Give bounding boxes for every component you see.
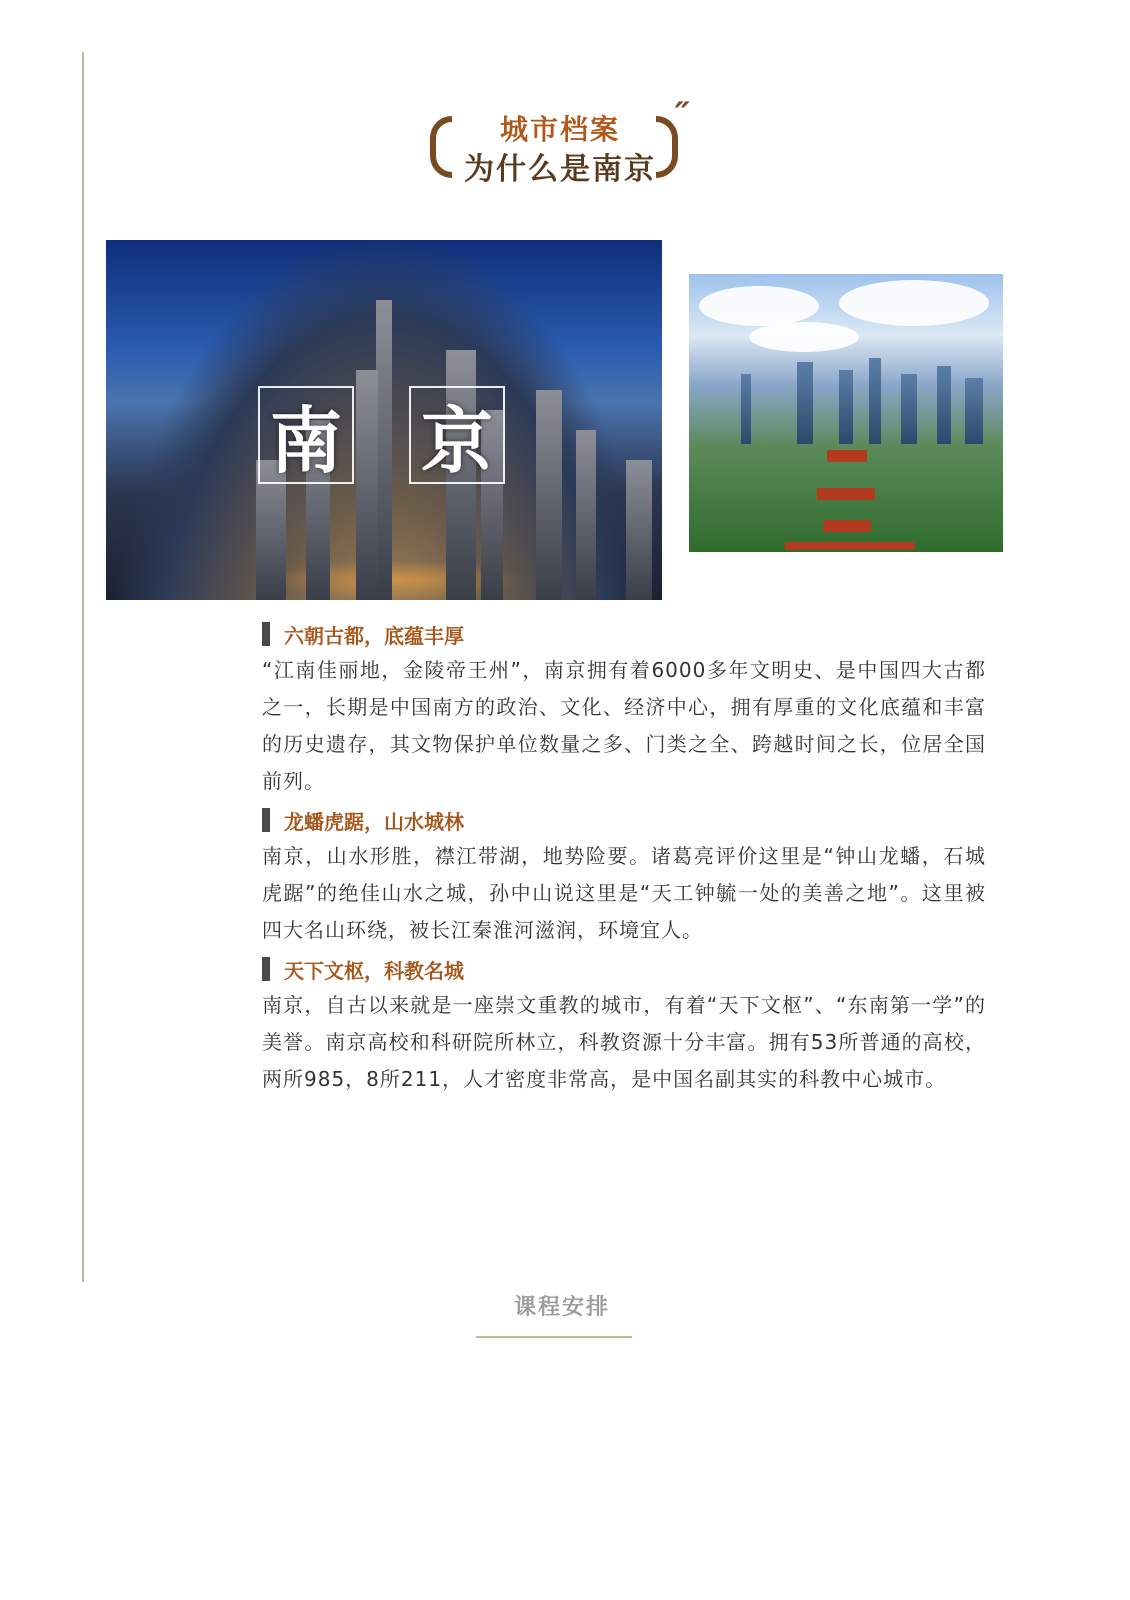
skyscraper xyxy=(741,374,751,444)
left-margin-rule xyxy=(82,52,84,1282)
section-body: “江南佳丽地，金陵帝王州”，南京拥有着6000多年文明史、是中国四大古都之一，长期是中国南方的政治、文化、经济中心，拥有厚重的文化底蕴和丰富的历史遗存，其文物保护单位数量之多、门类之全、跨越时间之长，位居全国前列。 xyxy=(262,658,986,793)
nanjing-daytime-skyline-photo xyxy=(689,274,1003,552)
tower xyxy=(376,300,392,600)
temple-roof xyxy=(817,488,875,500)
skyscraper xyxy=(937,366,951,444)
section-heading xyxy=(262,802,986,838)
heading-bar-icon xyxy=(262,622,270,646)
title-block xyxy=(430,95,690,188)
tower xyxy=(536,390,562,600)
quote-ornament: ″ xyxy=(674,95,690,135)
cloud xyxy=(699,286,819,326)
section-heading xyxy=(262,951,986,987)
cloud xyxy=(749,322,859,352)
skyscraper xyxy=(839,370,853,444)
overlay-char-nan: 南 xyxy=(258,386,354,484)
temple-roof xyxy=(827,450,867,462)
temple-wall xyxy=(785,542,915,550)
footer-label: 课程安排 xyxy=(513,1295,610,1320)
footer-underline xyxy=(476,1336,632,1338)
section-body: 南京，山水形胜，襟江带湖，地势险要。诸葛亮评价这里是“钟山龙蟠，石城虎踞”的绝佳山水之城，孙中山说这里是“天工钟毓一处的美善之地”。这里被四大名山环绕，被长江秦淮河滋润，环境宜人。 xyxy=(262,844,986,942)
cloud xyxy=(839,280,989,326)
title-city-archive: 城市档案 xyxy=(499,113,620,146)
heading-bar-icon xyxy=(262,957,270,981)
overlay-char-jing: 京 xyxy=(409,386,505,484)
tower xyxy=(626,460,652,600)
nanjing-night-aerial-photo xyxy=(106,240,662,600)
skyscraper xyxy=(965,378,983,444)
section-heading-text: 六朝古都，底蕴丰厚 xyxy=(284,623,464,648)
temple-roof xyxy=(823,520,871,532)
article-content xyxy=(262,616,986,1100)
heading-bar-icon xyxy=(262,808,270,832)
title-why-nanjing: 为什么是南京 xyxy=(464,152,656,187)
tower xyxy=(356,370,378,600)
section-heading-text: 龙蟠虎踞，山水城林 xyxy=(284,809,464,834)
skyscraper xyxy=(869,358,881,444)
section-body: 南京，自古以来就是一座崇文重教的城市，有着“天下文枢”、“东南第一学”的美誉。南京高校和科研院所林立，科教资源十分丰富。拥有53所普通的高校，两所985，8所211，人才密度非常高，是中国名副其实的科教中心城市。 xyxy=(262,993,986,1091)
tower xyxy=(576,430,596,600)
skyscraper xyxy=(901,374,917,444)
section-heading-text: 天下文枢，科教名城 xyxy=(284,958,464,983)
section-heading xyxy=(262,616,986,652)
skyscraper xyxy=(797,362,813,444)
